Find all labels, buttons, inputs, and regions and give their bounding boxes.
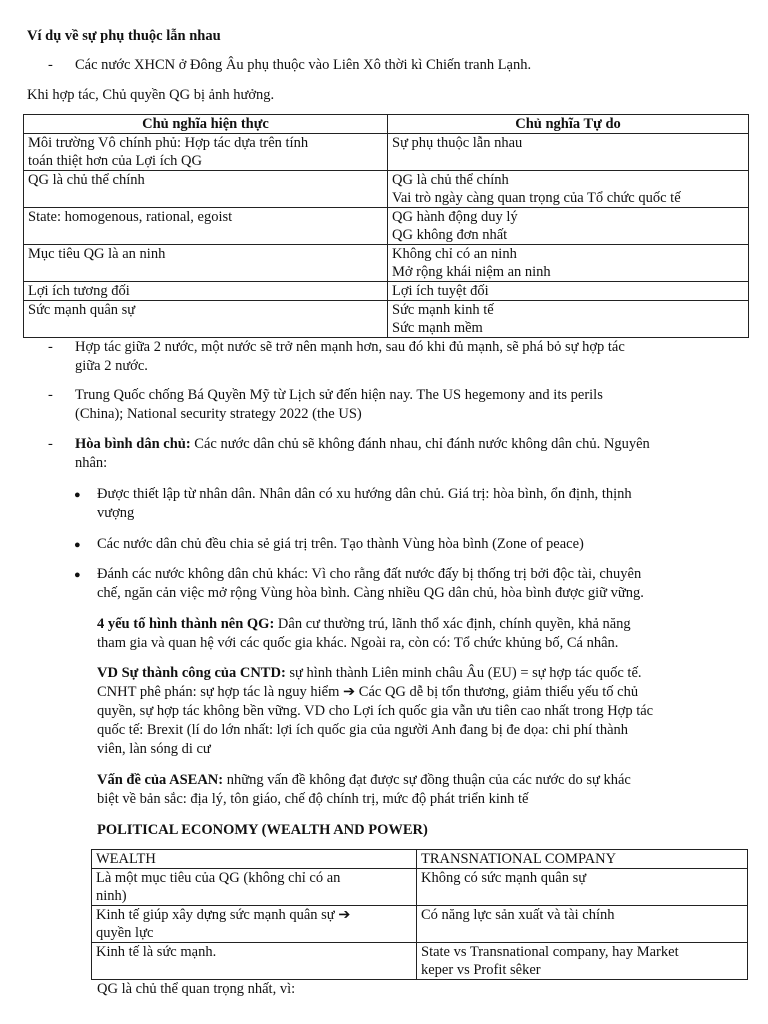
dash-marker: - [48, 387, 53, 403]
table-header-row [24, 115, 749, 134]
democratic-peace-label: Hòa bình dân chủ: [75, 436, 191, 452]
table-cell: Kinh tế là sức mạnh. [92, 943, 417, 980]
table-row [24, 245, 749, 282]
table-cell: Không có sức mạnh quân sự [417, 869, 748, 906]
table-cell: Không chỉ có an ninh Mở rộng khái niệm an ninh [388, 245, 749, 282]
table-cell: Kinh tế giúp xây dựng sức mạnh quân sự ➔ quyền lực [92, 906, 417, 943]
state-factors-paragraph: 4 yếu tố hình thành nên QG: Dân cư thường trú, lãnh thổ xác định, chính quyền, khả năng tham gia và quan hệ với các quốc gia khác. Ngoài ra, còn có: Tổ chức khủng bố, Cá nhân. [97, 616, 631, 651]
dash-marker: - [48, 436, 53, 452]
table-row [92, 869, 748, 906]
democratic-peace-item: Hòa bình dân chủ: Các nước dân chủ sẽ không đánh nhau, chỉ đánh nước không dân chủ. Nguyên nhân: [75, 436, 650, 471]
asean-paragraph: Vấn đề của ASEAN: những vấn đề không đạt được sự đồng thuận của các nước do sự khác biệt về bản sắc: địa lý, tôn giáo, chế độ chính trị, mức độ phát triển kinh tế [97, 772, 631, 807]
table-row [24, 171, 749, 208]
table-cell: Sự phụ thuộc lẫn nhau [388, 134, 749, 171]
table-cell: Sức mạnh quân sự [24, 301, 388, 338]
table-cell: Môi trường Vô chính phủ: Hợp tác dựa trên tính toán thiệt hơn của Lợi ích QG [24, 134, 388, 171]
table-cell: State: homogenous, rational, egoist [24, 208, 388, 245]
table-cell: Lợi ích tuyệt đối [388, 282, 749, 301]
table-header-realism: Chủ nghĩa hiện thực [24, 115, 388, 134]
table-row [92, 906, 748, 943]
wealth-tnc-table [91, 849, 748, 980]
table-row [24, 134, 749, 171]
table-cell: Có năng lực sản xuất và tài chính [417, 906, 748, 943]
realism-liberalism-table [23, 114, 749, 338]
cntd-paragraph: VD Sự thành công của CNTD: sự hình thành Liên minh châu Âu (EU) = sự hợp tác quốc tế. CNHT phê phán: sự hợp tác là nguy hiểm ➔ Các QG dễ bị tổn thương, giảm thiểu yếu tố chủ quyền, sự hợp tác không bền vững. VD cho Lợi ích quốc gia vẫn ưu tiên cao nhất trong Hợp tác quốc tế: Brexit (lí do lớn nhất: lợi ích quốc gia của người Anh đang bị đe dọa: chi phí thành viên, làn sóng di cư [97, 665, 654, 757]
closing-line: QG là chủ thể quan trọng nhất, vì: [97, 981, 296, 997]
table-row [24, 208, 749, 245]
political-economy-heading: POLITICAL ECONOMY (WEALTH AND POWER) [97, 822, 428, 838]
bullet-marker: ● [74, 489, 81, 501]
dash-item-cooperation: Hợp tác giữa 2 nước, một nước sẽ trở nên mạnh hơn, sau đó khi đủ mạnh, sẽ phá bỏ sự hợp tác giữa 2 nước. [75, 339, 625, 374]
dash-marker: - [48, 57, 53, 73]
table-header-wealth: WEALTH [92, 850, 417, 869]
table-row [24, 301, 749, 338]
bullet-item: Các nước dân chủ đều chia sẻ giá trị trên. Tạo thành Vùng hòa bình (Zone of peace) [97, 536, 584, 552]
bullet-item: Được thiết lập từ nhân dân. Nhân dân có xu hướng dân chủ. Giá trị: hòa bình, ổn định, thịnh vượng [97, 486, 632, 521]
table-header-liberalism: Chủ nghĩa Tự do [388, 115, 749, 134]
dash-marker: - [48, 339, 53, 355]
bullet-marker: ● [74, 539, 81, 551]
table-cell: Mục tiêu QG là an ninh [24, 245, 388, 282]
cntd-label: VD Sự thành công của CNTD: [97, 665, 286, 681]
table-cell: Lợi ích tương đối [24, 282, 388, 301]
table-row [24, 282, 749, 301]
table-cell: Là một mục tiêu của QG (không chỉ có an ninh) [92, 869, 417, 906]
dash-item-hegemony: Trung Quốc chống Bá Quyền Mỹ từ Lịch sử đến hiện nay. The US hegemony and its perils (China); National security strategy 2022 (the US) [75, 387, 603, 422]
heading-example: Ví dụ về sự phụ thuộc lẫn nhau [27, 28, 221, 44]
table-cell: Sức mạnh kinh tế Sức mạnh mềm [388, 301, 749, 338]
asean-label: Vấn đề của ASEAN: [97, 772, 224, 788]
table-cell: QG hành động duy lý QG không đơn nhất [388, 208, 749, 245]
table-cell: QG là chủ thể chính Vai trò ngày càng quan trọng của Tổ chức quốc tế [388, 171, 749, 208]
table-header-tnc: TRANSNATIONAL COMPANY [417, 850, 748, 869]
state-factors-label: 4 yếu tố hình thành nên QG: [97, 616, 275, 632]
table-row [92, 943, 748, 980]
table-header-row [92, 850, 748, 869]
table-cell: State vs Transnational company, hay Market keper vs Profit sêker [417, 943, 748, 980]
table-cell: QG là chủ thể chính [24, 171, 388, 208]
bullet-item: Đánh các nước không dân chủ khác: Vì cho rằng đất nước đấy bị thống trị bởi độc tài, chuyên chế, ngăn cản việc mở rộng Vùng hòa bình. Càng nhiều QG dân chủ, hòa bình được giữ vững. [97, 566, 644, 601]
bullet-marker: ● [74, 569, 81, 581]
example-item: Các nước XHCN ở Đông Âu phụ thuộc vào Liên Xô thời kì Chiến tranh Lạnh. [75, 57, 532, 73]
cooperation-note: Khi hợp tác, Chủ quyền QG bị ảnh hưởng. [27, 87, 275, 103]
